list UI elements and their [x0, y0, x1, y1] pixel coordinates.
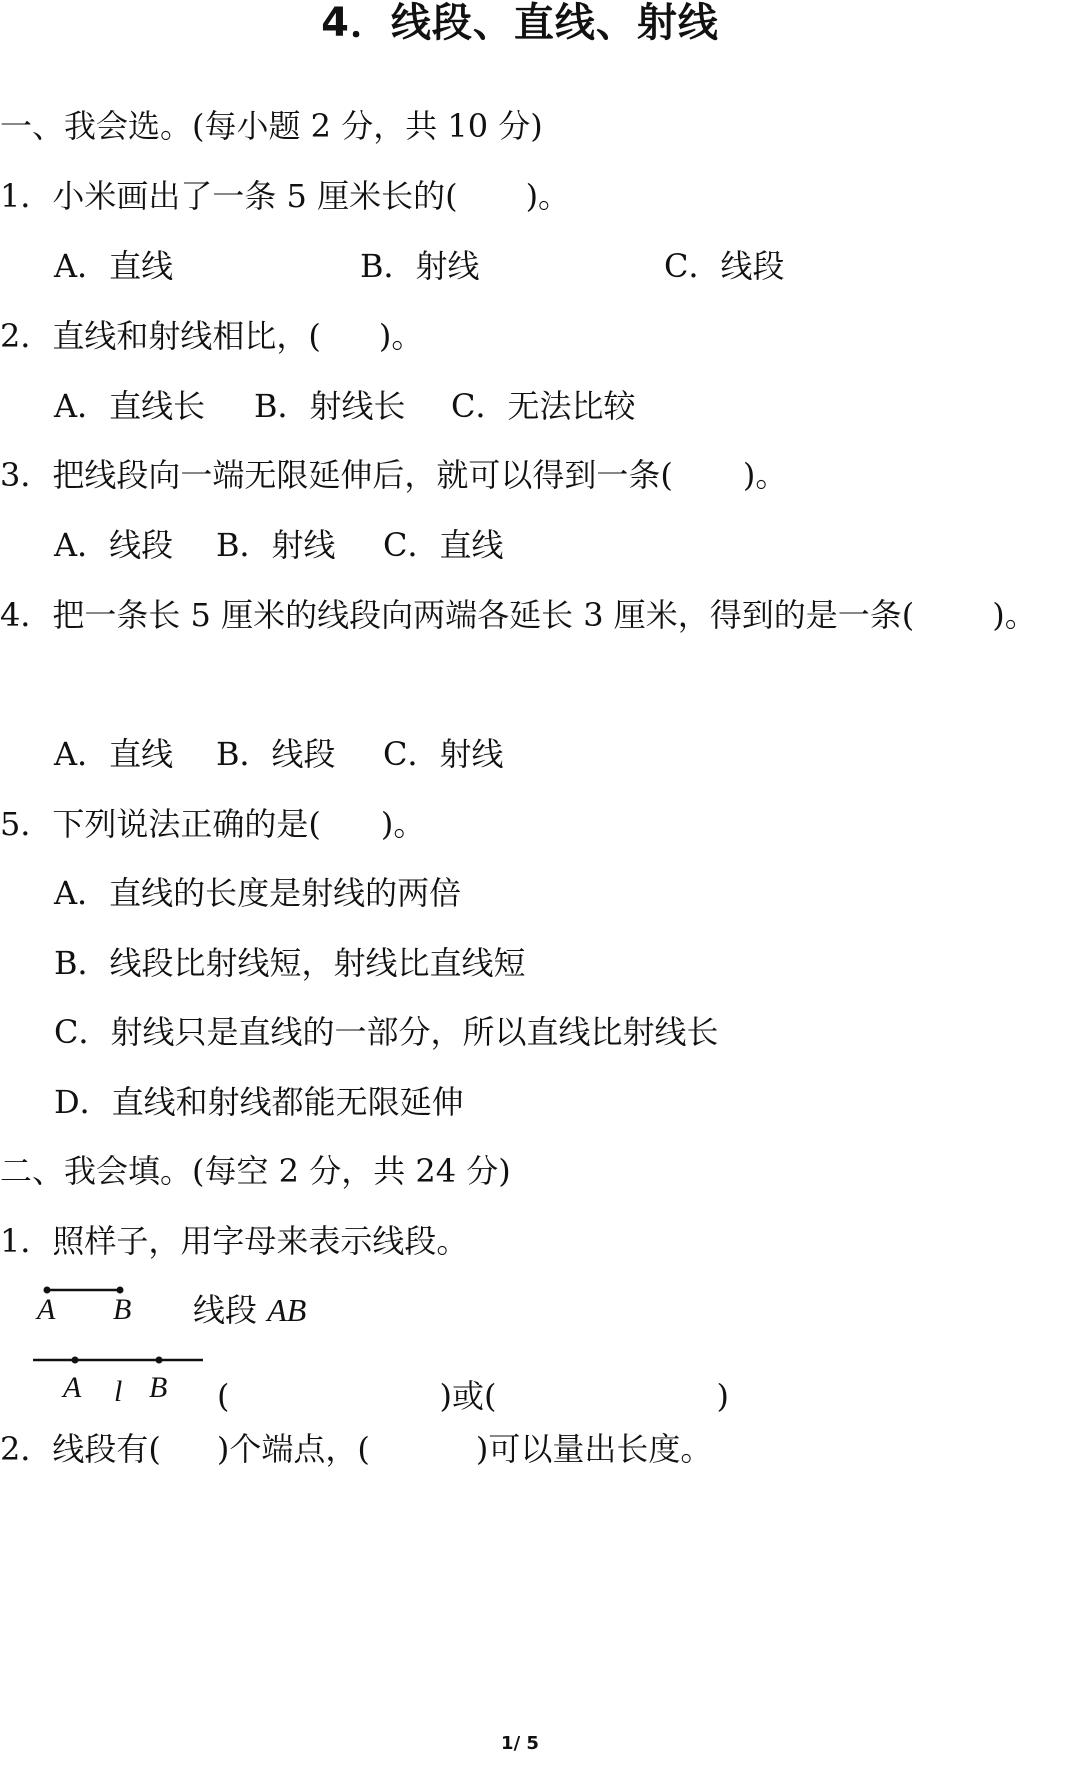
question-5-text: 5．下列说法正确的是( — [0, 805, 321, 843]
example-label-var: AB — [267, 1292, 307, 1328]
question-2 — [0, 316, 423, 356]
option-b: B．射线 — [216, 526, 336, 564]
option-b: B．线段比射线短，射线比直线短 — [54, 944, 526, 982]
question-1-end: )。 — [525, 177, 571, 215]
example-segment-diagram — [0, 1280, 200, 1316]
option-c: C．射线 — [383, 735, 504, 773]
option-b: B．射线 — [360, 247, 480, 285]
example-label — [193, 1290, 306, 1330]
fill-question-2 — [0, 1429, 712, 1469]
point-label-b: B — [149, 1371, 168, 1404]
point-label-a: A — [37, 1293, 56, 1326]
fill-question-2-text: 2．线段有( — [0, 1430, 161, 1468]
option-c: C．线段 — [664, 247, 785, 285]
question-1-text: 1．小米画出了一条 5 厘米长的( — [0, 177, 458, 215]
paren-close: ) — [716, 1377, 729, 1415]
option-c: C．无法比较 — [451, 387, 636, 425]
example-label-text: 线段 — [193, 1291, 268, 1329]
question-3 — [0, 455, 787, 495]
section2-heading: 二、我会填。(每空 2 分，共 24 分) — [0, 1152, 511, 1190]
section1-heading: 一、我会选。(每小题 2 分，共 10 分) — [0, 107, 543, 145]
task-answer-row — [217, 1376, 729, 1416]
question-2-end: )。 — [378, 317, 424, 355]
option-d: D．直线和射线都能无限延伸 — [54, 1083, 464, 1121]
question-3-text: 3．把线段向一端无限延伸后，就可以得到一条( — [0, 456, 673, 494]
fill-question-1: 1．照样子，用字母来表示线段。 — [0, 1222, 469, 1260]
question-3-end: )。 — [742, 456, 788, 494]
option-a: A．直线的长度是射线的两倍 — [54, 874, 462, 912]
question-4-end: )。 — [992, 596, 1037, 634]
line-label-l: l — [114, 1375, 123, 1408]
page-number: 1/ 5 — [501, 1733, 539, 1754]
paren-open: ( — [217, 1377, 230, 1415]
option-a: A．直线长 — [54, 387, 206, 425]
option-c: C．直线 — [383, 526, 504, 564]
option-b: B．线段 — [216, 735, 336, 773]
fill-question-2-mid: )个端点，( — [216, 1430, 370, 1468]
paren-mid: )或( — [439, 1377, 497, 1415]
point-b — [156, 1357, 163, 1364]
option-b: B．射线长 — [254, 387, 406, 425]
option-a: A．直线 — [54, 247, 174, 285]
page-title: 4．线段、直线、射线 — [321, 0, 719, 46]
point-label-a: A — [63, 1371, 82, 1404]
option-a: A．线段 — [54, 526, 174, 564]
question-5-end: )。 — [380, 805, 426, 843]
question-2-text: 2．直线和射线相比，( — [0, 317, 321, 355]
point-label-b: B — [113, 1293, 132, 1326]
point-a — [72, 1357, 79, 1364]
question-4 — [0, 595, 1037, 635]
question-4-text: 4．把一条长 5 厘米的线段向两端各延长 3 厘米，得到的是一条( — [0, 596, 915, 634]
question-5 — [0, 804, 425, 844]
option-a: A．直线 — [54, 735, 174, 773]
option-c: C．射线只是直线的一部分，所以直线比射线长 — [54, 1013, 719, 1051]
question-1 — [0, 176, 570, 216]
fill-question-2-end: )可以量出长度。 — [475, 1430, 713, 1468]
